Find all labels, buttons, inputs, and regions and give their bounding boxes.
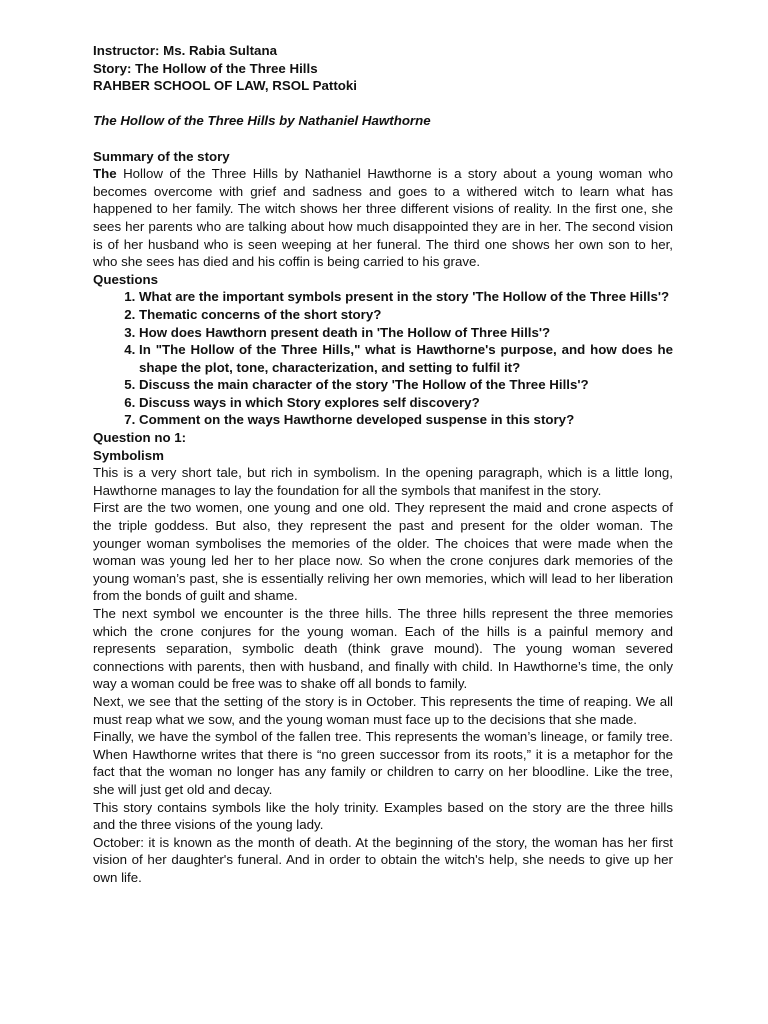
school-line: RAHBER SCHOOL OF LAW, RSOL Pattoki bbox=[93, 78, 357, 94]
spacer bbox=[93, 130, 673, 148]
question-item: 1. What are the important symbols present in the story 'The Hollow of the Three Hills'? bbox=[139, 288, 673, 306]
summary-heading: Summary of the story bbox=[93, 148, 230, 164]
question-item: 6. Discuss ways in which Story explores self discovery? bbox=[139, 394, 673, 412]
questions-list bbox=[93, 288, 673, 429]
summary-lead-word: The bbox=[93, 166, 117, 182]
question-item: 7. Comment on the ways Hawthorne developed suspense in this story? bbox=[139, 411, 673, 429]
answer-subheading: Symbolism bbox=[93, 447, 164, 463]
instructor-line: Instructor: Ms. Rabia Sultana bbox=[93, 43, 277, 58]
summary-text: Hollow of the Three Hills by Nathaniel Hawthorne is a story about a young woman who becomes overcome with grief and sadness and goes to a withered witch to learn what has happened to her family. The witch shows her three different visions of reality. In the first one, she sees her parents who are talking about how much disappointed they are in her. The second vision is of her husband who is seen weeping at her funeral. The third one shows her own son to her, who she sees has died and his coffin is being carried to his grave. bbox=[93, 166, 673, 270]
answer-paragraph: The next symbol we encounter is the three hills. The three hills represent the three memories which the crone conjures for the young woman. Each of the hills is a painful memory and represents separation, symbolic death (think grave mound). The young woman severed connections with parents, then with husband, and finally with child. In Hawthorne’s time, the only way a woman could be free was to shake off all bonds to family. bbox=[93, 606, 673, 692]
answer-paragraph: Next, we see that the setting of the story is in October. This represents the time of reaping. We all must reap what we sow, and the young woman must face up to the decisions that she made. bbox=[93, 693, 673, 727]
document-title: The Hollow of the Three Hills by Nathaniel Hawthorne bbox=[93, 113, 431, 129]
answer-paragraph: This is a very short tale, but rich in symbolism. In the opening paragraph, which is a little long, Hawthorne manages to lay the foundation for all the symbols that manifest in the story. bbox=[93, 465, 673, 498]
summary-paragraph bbox=[93, 165, 673, 271]
answer-paragraph: October: it is known as the month of death. At the beginning of the story, the woman has her first vision of her daughter's funeral. And in order to obtain the witch's help, she needs to give up her own life. bbox=[93, 834, 673, 885]
answer-paragraph: Finally, we have the symbol of the fallen tree. This represents the woman’s lineage, or family tree. When Hawthorne writes that there is “no green successor from its roots,” it is a metaphor for the fact that the woman no longer has any family or children to carry on her bloodline. Like the tree, she will just get old and decay. bbox=[93, 729, 673, 797]
spacer bbox=[93, 95, 673, 113]
story-line: Story: The Hollow of the Three Hills bbox=[93, 60, 318, 76]
question-item: 5. Discuss the main character of the story 'The Hollow of the Three Hills'? bbox=[139, 376, 673, 394]
answer-heading: Question no 1: bbox=[93, 430, 187, 446]
questions-heading: Questions bbox=[93, 271, 159, 287]
answer-paragraph: This story contains symbols like the holy trinity. Examples based on the story are the three hills and the three visions of the young lady. bbox=[93, 799, 673, 833]
question-item: 3. How does Hawthorn present death in 'The Hollow of Three Hills'? bbox=[139, 324, 673, 342]
answer-paragraph: First are the two women, one young and one old. They represent the maid and crone aspects of the triple goddess. But also, they represent the past and present for the older woman. The younger woman symbolises the memories of the older. The choices that were made when the woman was young led her to her place now. So when the crone conjures dark memories of the young woman’s past, she is essentially reliving her own memories, which will lead to her liberation from the bonds of guilt and shame. bbox=[93, 500, 673, 604]
document-page bbox=[93, 42, 673, 887]
question-item: 2. Thematic concerns of the short story? bbox=[139, 306, 673, 324]
question-item: 4. In "The Hollow of the Three Hills," what is Hawthorne's purpose, and how does he shape the plot, tone, characterization, and setting to fulfil it? bbox=[139, 341, 673, 376]
